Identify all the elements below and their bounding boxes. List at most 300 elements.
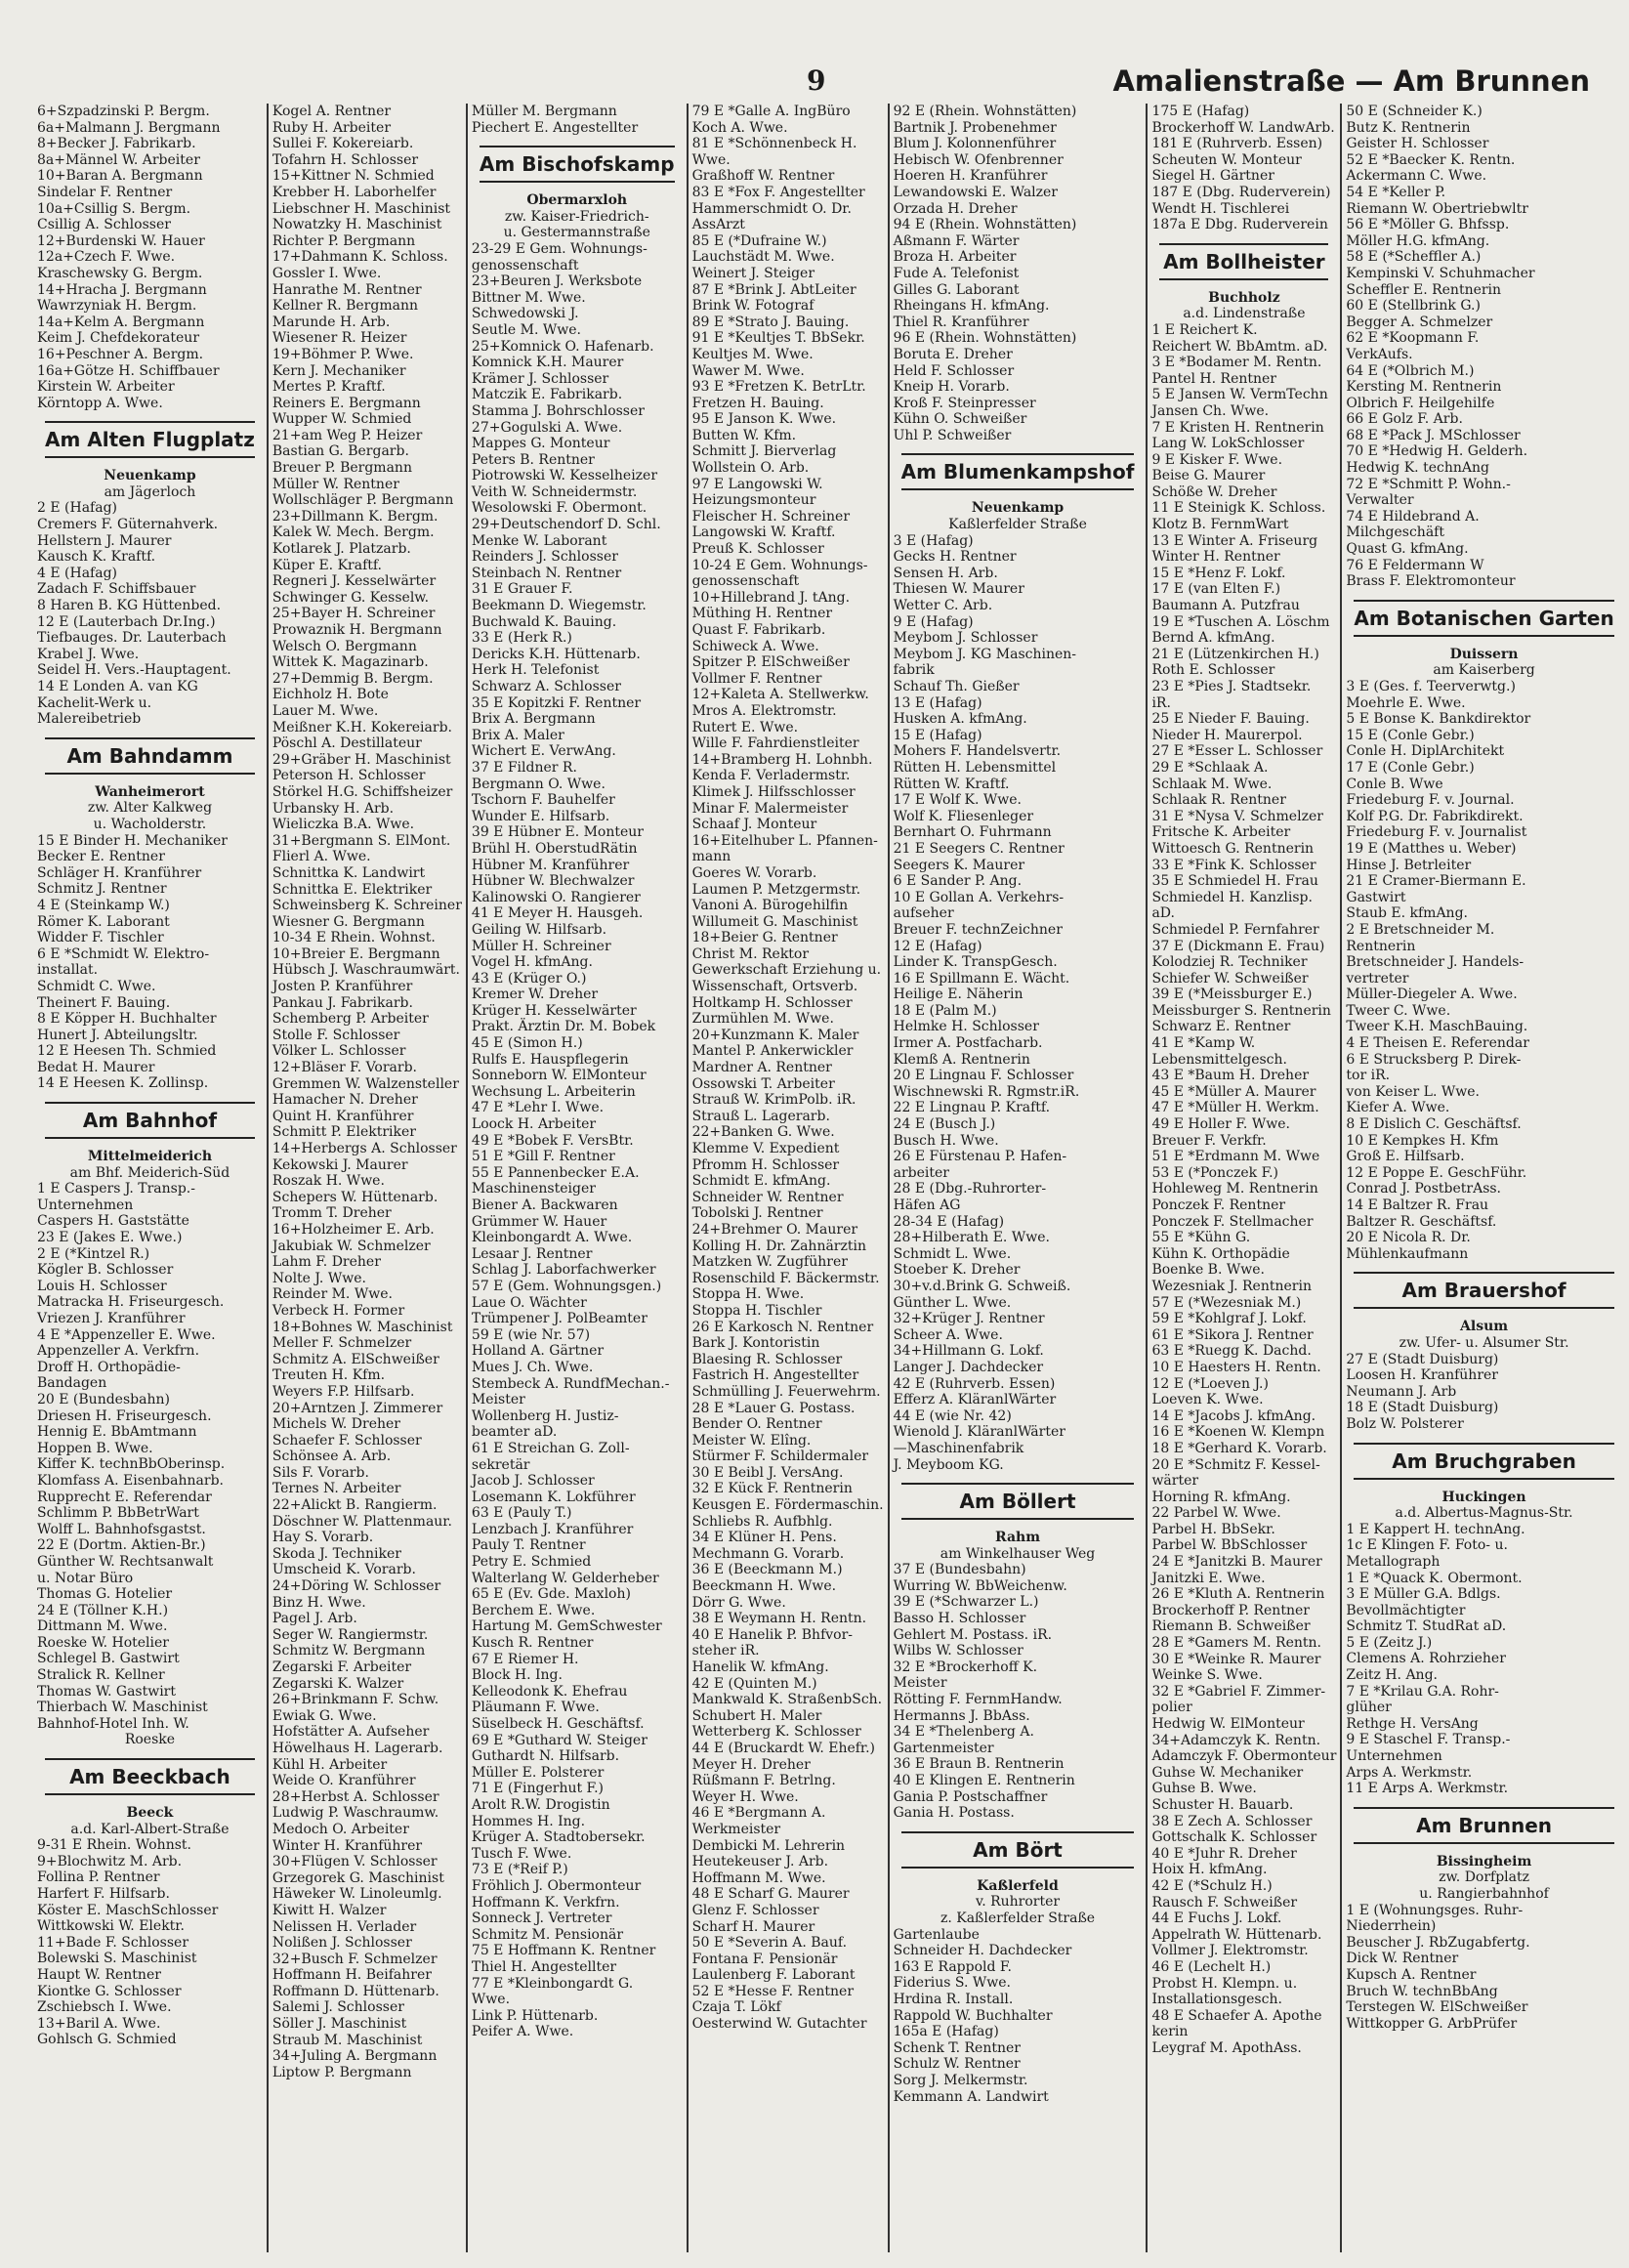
- directory-entry: aD.: [1151, 905, 1175, 922]
- directory-entry: Müller H. Schreiner: [471, 938, 611, 954]
- directory-entry: 27+Gogulski A. Wwe.: [471, 419, 623, 436]
- directory-entry: Boruta E. Dreher: [893, 346, 1013, 362]
- directory-entry: 25 E Nieder F. Bauing.: [1151, 711, 1310, 728]
- directory-entry: Wezesniak J. Rentnerin: [1151, 1278, 1312, 1294]
- directory-entry: Schnittka K. Landwirt: [272, 864, 426, 881]
- directory-entry: 14+Hracha J. Bergmann: [37, 281, 207, 298]
- directory-entry: Breuer F. technZeichner: [893, 921, 1063, 938]
- directory-entry: Schmitz A. ElSchweißer: [272, 1351, 439, 1367]
- district-name: Wanheimerort: [95, 783, 205, 800]
- directory-entry: Kroß F. Steinpresser: [893, 395, 1036, 411]
- directory-entry: Liptow P. Bergmann: [272, 2064, 412, 2080]
- directory-entry: Milchgeschäft: [1346, 525, 1444, 541]
- directory-entry: 11+Bade F. Schlosser: [37, 1934, 189, 1951]
- directory-entry: Efferz A. KläranlWärter: [893, 1392, 1057, 1408]
- directory-entry: Gartenmeister: [893, 1740, 994, 1756]
- directory-entry: Gohlsch G. Schmied: [37, 2032, 177, 2048]
- directory-entry: 19 E *Tuschen A. Löschm: [1151, 613, 1330, 630]
- directory-entry: 38 E Weymann H. Rentn.: [691, 1611, 867, 1627]
- directory-entry: Matczik E. Fabrikarb.: [471, 387, 623, 403]
- directory-entry: 8 E Köpper H. Buchhalter: [37, 1011, 217, 1028]
- directory-entry: Sonneborn W. ElMonteur: [471, 1068, 647, 1084]
- directory-entry: Kremer W. Dreher: [471, 987, 599, 1003]
- directory-entry: Krebber H. Laborhelfer: [272, 184, 437, 200]
- directory-entry: Friedeburg F. v. Journal.: [1346, 792, 1515, 809]
- directory-entry: Husken A. kfmAng.: [893, 711, 1027, 728]
- directory-entry: Meißner K.H. Kokereiarb.: [272, 719, 452, 735]
- directory-entry: 3 E (Hafag): [893, 532, 974, 549]
- column-7: [1340, 104, 1625, 2252]
- directory-entry: 4 E (Hafag): [37, 565, 117, 581]
- directory-entry: Biener A. Backwaren: [471, 1197, 618, 1213]
- directory-entry: Stoeber K. Dreher: [893, 1262, 1021, 1279]
- directory-entry: Lesaar J. Rentner: [471, 1245, 593, 1262]
- directory-entry: 28 E (Dbg.-Ruhrorter-: [893, 1181, 1047, 1197]
- directory-entry: Meister: [893, 1675, 947, 1692]
- directory-entry: Sorg J. Melkermstr.: [893, 2072, 1028, 2088]
- directory-entry: Rappold W. Buchhalter: [893, 2007, 1053, 2024]
- directory-entry: Hoffmann M. Wwe.: [691, 1869, 826, 1886]
- directory-entry: 44 E Fuchs J. Lokf.: [1151, 1911, 1282, 1927]
- directory-entry: Mühlenkaufmann: [1346, 1245, 1469, 1262]
- directory-entry: Moehrle E. Wwe.: [1346, 694, 1466, 711]
- directory-entry: 62 E *Koopmann F.: [1346, 330, 1480, 347]
- directory-entry: 12 E (Lauterbach Dr.Ing.): [37, 613, 216, 630]
- directory-entry: Menke W. Laborant: [471, 532, 607, 549]
- directory-entry: 21 E (Lützenkirchen H.): [1151, 646, 1319, 662]
- directory-entry: genossenschaft: [691, 573, 800, 590]
- directory-entry: 30 E Beibl J. VersAng.: [691, 1464, 844, 1481]
- directory-entry: Kern J. Mechaniker: [272, 362, 406, 379]
- directory-entry: 29+Gräber H. Maschinist: [272, 751, 451, 768]
- directory-entry: 44 E (Bruckardt W. Ehefr.): [691, 1740, 876, 1756]
- directory-entry: Bahnhof-Hotel Inh. W.: [37, 1715, 189, 1732]
- directory-entry: 60 E (Stellbrink G.): [1346, 298, 1481, 315]
- directory-entry: 45 E (Simon H.): [471, 1035, 583, 1052]
- directory-entry: Seger W. Rangiermstr.: [272, 1626, 429, 1643]
- directory-entry: Brix A. Bergmann: [471, 711, 596, 728]
- directory-entry: Schauf Th. Gießer: [893, 679, 1020, 694]
- directory-entry: Skoda J. Techniker: [272, 1545, 401, 1562]
- directory-entry: Schenk T. Rentner: [893, 2039, 1021, 2056]
- directory-entry: 67 E Riemer H.: [471, 1651, 579, 1667]
- directory-entry: 16 E *Koenen W. Klempn: [1151, 1424, 1325, 1441]
- directory-entry: Hohleweg M. Rentnerin: [1151, 1181, 1318, 1197]
- directory-entry: Guhse W. Mechaniker: [1151, 1764, 1304, 1781]
- directory-entry: 35 E Schmiedel H. Frau: [1151, 873, 1318, 890]
- directory-entry: Wittkopper G. ArbPrüfer: [1346, 2015, 1518, 2032]
- directory-entry: Mardner A. Rentner: [691, 1060, 832, 1076]
- directory-entry: Schnittka E. Elektriker: [272, 881, 433, 898]
- directory-entry: Richter P. Bergmann: [272, 232, 416, 249]
- district-name: Huckingen: [1441, 1489, 1526, 1505]
- directory-entry: Gehlert M. Postass. iR.: [893, 1626, 1053, 1643]
- directory-entry: Gottschalk K. Schlosser: [1151, 1829, 1317, 1846]
- directory-entry: Kalek W. Mech. Bergm.: [272, 525, 435, 541]
- directory-entry: Tofahrn H. Schlosser: [272, 151, 419, 168]
- directory-entry: Gossler I. Wwe.: [272, 265, 382, 281]
- directory-entry: 4 E Theisen E. Referendar: [1346, 1035, 1529, 1052]
- directory-entry: Hoeren H. Kranführer: [893, 168, 1048, 185]
- directory-entry: 6 E Sander P. Ang.: [893, 873, 1023, 890]
- district-name: Neuenkamp: [971, 500, 1065, 517]
- directory-entry: Orzada H. Dreher: [893, 200, 1018, 217]
- directory-entry: Wilbs W. Schlosser: [893, 1643, 1023, 1659]
- directory-entry: 12+Kaleta A. Stellwerkw.: [691, 687, 869, 703]
- directory-entry: Müthing H. Rentner: [691, 606, 833, 622]
- directory-entry: 1 E Kappert H. technAng.: [1346, 1521, 1525, 1537]
- directory-entry: Baumann A. Putzfrau: [1151, 598, 1300, 614]
- directory-entry: Hübsch J. Waschraumwärt.: [272, 962, 460, 979]
- directory-entry: Trümpener J. PolBeamter: [471, 1311, 647, 1327]
- directory-entry: Stolle F. Schlosser: [272, 1027, 400, 1043]
- directory-entry: Körntopp A. Wwe.: [37, 395, 163, 411]
- directory-entry: Spitzer P. ElSchweißer: [691, 654, 850, 671]
- directory-entry: Christ M. Rektor: [691, 945, 810, 962]
- directory-entry: Driesen H. Friseurgesch.: [37, 1407, 212, 1424]
- directory-entry: Schönsee A. Arb.: [272, 1449, 392, 1465]
- directory-entry: Breuer P. Bergmann: [272, 460, 412, 477]
- street-heading: Am Brauershof: [1354, 1272, 1613, 1309]
- directory-entry: Grümmer W. Hauer: [471, 1213, 607, 1230]
- directory-entry: Peters B. Rentner: [471, 451, 595, 468]
- directory-entry: 55 E Pannenbecker E.A.: [471, 1164, 640, 1181]
- directory-entry: 26 E *Kluth A. Rentnerin: [1151, 1586, 1325, 1603]
- directory-entry: Heilige E. Näherin: [893, 987, 1023, 1003]
- directory-entry: Bretschneider J. Handels-: [1346, 954, 1525, 971]
- street-location: Roeske: [124, 1732, 176, 1748]
- directory-entry: Bartnik J. Probenehmer: [893, 119, 1057, 136]
- directory-entry: Friedeburg F. v. Journalist: [1346, 824, 1527, 841]
- street-location: v. Ruhrorter: [975, 1894, 1061, 1911]
- directory-entry: Hanrathe M. Rentner: [272, 281, 422, 298]
- directory-entry: Köster E. MaschSchlosser: [37, 1902, 219, 1918]
- directory-entry: 15 E (Hafag): [893, 727, 982, 743]
- street-heading: Am Bollheister: [1159, 243, 1328, 280]
- directory-entry: Klotz B. FernmWart: [1151, 517, 1289, 533]
- directory-entry: Werkmeister: [691, 1821, 781, 1837]
- directory-entry: 10-34 E Rhein. Wohnst.: [272, 930, 436, 946]
- directory-entry: Rausch F. Schweißer: [1151, 1894, 1298, 1911]
- directory-entry: Bernd A. kfmAng.: [1151, 630, 1275, 647]
- directory-entry: Schneider H. Dachdecker: [893, 1943, 1072, 1959]
- directory-entry: Staub E. kfmAng.: [1346, 905, 1468, 922]
- directory-entry: 27+Demmig B. Bergm.: [272, 670, 434, 687]
- directory-entry: Jacob J. Schlosser: [471, 1473, 595, 1490]
- directory-entry: 14 E Baltzer R. Frau: [1346, 1197, 1489, 1213]
- directory-entry: Schmitz W. Bergmann: [272, 1643, 426, 1659]
- directory-entry: Harfert F. Hilfsarb.: [37, 1886, 170, 1902]
- directory-entry: Butten W. Kfm.: [691, 427, 797, 443]
- directory-entry: Irmer A. Postfacharb.: [893, 1035, 1043, 1052]
- directory-entry: 45 E *Müller A. Maurer: [1151, 1083, 1316, 1100]
- directory-entry: 57 E (Gem. Wohnungsgen.): [471, 1278, 662, 1294]
- directory-entry: Meller F. Schmelzer: [272, 1335, 412, 1352]
- directory-entry: Leygraf M. ApothAss.: [1151, 2039, 1302, 2056]
- directory-entry: Geiling W. Hilfsarb.: [471, 921, 607, 938]
- directory-entry: Söller J. Maschinist: [272, 2016, 407, 2033]
- directory-entry: Schlegel B. Gastwirt: [37, 1651, 180, 1667]
- directory-entry: Broza H. Arbeiter: [893, 249, 1017, 266]
- directory-entry: Stembeck A. RundfMechan.-: [471, 1375, 670, 1392]
- directory-entry: Heizungsmonteur: [691, 492, 816, 509]
- directory-entry: Rethge H. VersAng: [1346, 1715, 1479, 1732]
- directory-entry: Dembicki M. Lehrerin: [691, 1837, 846, 1854]
- directory-entry: Thiesen W. Maurer: [893, 581, 1024, 598]
- directory-entry: Winter H. Rentner: [1151, 549, 1280, 566]
- directory-entry: Dörr G. Wwe.: [691, 1594, 786, 1611]
- directory-entry: 4 E (Steinkamp W.): [37, 897, 170, 913]
- directory-entry: Terstegen W. ElSchweißer: [1346, 1999, 1528, 2016]
- directory-entry: Zegarski F. Arbeiter: [272, 1659, 412, 1675]
- page-header: Amalienstraße — Am Brunnen: [1112, 64, 1590, 98]
- directory-entry: Brink W. Fotograf: [691, 298, 814, 315]
- directory-entry: Rupprecht E. Referendar: [37, 1489, 212, 1505]
- directory-entry: Wunder E. Hilfsarb.: [471, 808, 610, 824]
- directory-entry: Gartenlaube: [893, 1926, 980, 1943]
- directory-entry: Wischnewski R. Rgmstr.iR.: [893, 1083, 1080, 1100]
- directory-entry: 28+Hilberath E. Wwe.: [893, 1230, 1050, 1246]
- directory-entry: Strauß L. Lagerarb.: [691, 1108, 830, 1124]
- directory-entry: Kiefer A. Wwe.: [1346, 1100, 1450, 1116]
- directory-entry: Scheffler E. Rentnerin: [1346, 281, 1502, 298]
- directory-entry: Losemann K. Lokführer: [471, 1489, 636, 1505]
- street-location: am Jägerloch: [104, 483, 196, 500]
- directory-entry: Held F. Schlosser: [893, 362, 1015, 379]
- directory-entry: Roffmann D. Hüttenarb.: [272, 1983, 439, 1999]
- directory-entry: Schwarz E. Rentner: [1151, 1019, 1291, 1035]
- street-location: u. Wacholderstr.: [93, 816, 207, 832]
- directory-entry: 14 E Londen A. van KG: [37, 679, 198, 694]
- directory-entry: Wittkowski W. Elektr.: [37, 1918, 185, 1935]
- directory-entry: Laumen P. Metzgermstr.: [691, 881, 861, 898]
- directory-entry: 92 E (Rhein. Wohnstätten): [893, 104, 1077, 119]
- district-name: Kaßlerfeld: [977, 1877, 1059, 1894]
- directory-entry: Schlaak R. Rentner: [1151, 792, 1286, 809]
- directory-entry: 8+Becker J. Fabrikarb.: [37, 136, 196, 152]
- directory-entry: 63 E (Pauly T.): [471, 1505, 572, 1522]
- street-location: zw. Ufer- u. Alsumer Str.: [1399, 1334, 1569, 1351]
- directory-entry: Peterson H. Schlosser: [272, 768, 426, 784]
- directory-entry: Römer K. Laborant: [37, 913, 170, 930]
- directory-entry: Lauer M. Wwe.: [272, 702, 379, 719]
- directory-entry: Meister: [471, 1392, 525, 1408]
- directory-entry: Sensen H. Arb.: [893, 565, 998, 581]
- directory-entry: Medoch O. Arbeiter: [272, 1821, 409, 1837]
- directory-entry: Berchem E. Wwe.: [471, 1602, 596, 1618]
- directory-entry: Schiefer W. Schweißer: [1151, 970, 1309, 987]
- directory-entry: Goeres W. Vorarb.: [691, 864, 817, 881]
- directory-entry: Hrdina R. Install.: [893, 1991, 1014, 2007]
- directory-entry: Petry E. Schmied: [471, 1554, 592, 1571]
- directory-entry: Gewerkschaft Erziehung u.: [691, 962, 882, 979]
- directory-entry: Müller E. Polsterer: [471, 1764, 605, 1781]
- directory-entry: Installationsgesch.: [1151, 1992, 1282, 2008]
- directory-entry: Rütten H. Lebensmittel: [893, 759, 1057, 776]
- directory-entry: Sils F. Vorarb.: [272, 1464, 369, 1481]
- directory-entry: Josten P. Kranführer: [272, 979, 413, 995]
- directory-entry: Brix A. Maler: [471, 727, 564, 743]
- street-location: zw. Alter Kalkweg: [87, 800, 213, 817]
- directory-entry: Hinse J. Betrleiter: [1346, 857, 1472, 873]
- directory-entry: 6 E Strucksberg P. Direk-: [1346, 1051, 1522, 1068]
- directory-entry: Fiderius S. Wwe.: [893, 1975, 1011, 1992]
- directory-entry: Klimek J. Hilfsschlosser: [691, 783, 856, 800]
- directory-entry: Wichert E. VerwAng.: [471, 743, 616, 760]
- directory-entry: Theinert F. Bauing.: [37, 994, 171, 1011]
- directory-entry: Treuten H. Kfm.: [272, 1367, 386, 1384]
- directory-entry: Quast F. Fabrikarb.: [691, 622, 826, 638]
- directory-entry: Bolewski S. Maschinist: [37, 1951, 197, 1967]
- directory-entry: Willumeit G. Maschinist: [691, 913, 858, 930]
- district-name: Duissern: [1449, 646, 1519, 662]
- directory-entry: Caspers H. Gaststätte: [37, 1213, 189, 1230]
- directory-entry: 21 E Seegers C. Rentner: [893, 840, 1065, 857]
- directory-entry: Rütten W. Kraftf.: [893, 776, 1010, 792]
- directory-entry: Neumann J. Arb: [1346, 1383, 1457, 1400]
- directory-entry: Kolodziej R. Techniker: [1151, 954, 1308, 971]
- directory-entry: 41 E *Kamp W.: [1151, 1035, 1256, 1052]
- directory-entry: wärter: [1151, 1473, 1199, 1490]
- street-heading: Am Blumenkampshof: [901, 453, 1135, 490]
- directory-entry: 9 E (Hafag): [893, 613, 974, 630]
- directory-entry: 39 E (*Meissburger E.): [1151, 987, 1313, 1003]
- directory-entry: Steinbach N. Rentner: [471, 565, 622, 581]
- directory-entry: Döschner W. Plattenmaur.: [272, 1513, 452, 1530]
- directory-entry: aufseher: [893, 905, 954, 922]
- directory-entry: Höwelhaus H. Lagerarb.: [272, 1740, 443, 1756]
- directory-entry: 10 E Kempkes H. Kfm: [1346, 1132, 1499, 1149]
- directory-entry: Wollstein O. Arb.: [691, 460, 810, 477]
- directory-entry: Kleinbongardt A. Wwe.: [471, 1230, 633, 1246]
- directory-entry: Hunert J. Abteilungsltr.: [37, 1027, 198, 1043]
- directory-entry: 12a+Czech F. Wwe.: [37, 249, 176, 266]
- directory-entry: 22 E (Dortm. Aktien-Br.): [37, 1537, 206, 1554]
- directory-entry: Laulenberg F. Laborant: [691, 1967, 856, 1984]
- directory-entry: 1 E (Wohnungsges. Ruhr-: [1346, 1902, 1524, 1918]
- directory-entry: Tweer K.H. MaschBauing.: [1346, 1019, 1528, 1035]
- directory-entry: Piotrowski W. Kesselheizer: [471, 468, 658, 484]
- directory-entry: Droff H. Orthopädie-: [37, 1359, 181, 1375]
- directory-entry: Nelissen H. Verlader: [272, 1918, 417, 1935]
- directory-entry: Schiweck A. Wwe.: [691, 638, 819, 654]
- directory-entry: Eichholz H. Bote: [272, 687, 389, 703]
- district-name: Bissingheim: [1436, 1853, 1532, 1869]
- directory-entry: Schneider W. Rentner: [691, 1189, 844, 1205]
- directory-entry: Block H. Ing.: [471, 1667, 563, 1684]
- directory-entry: 52 E *Hesse F. Rentner: [691, 1983, 855, 1999]
- directory-entry: Kempinski V. Schuhmacher: [1346, 265, 1535, 281]
- directory-entry: 22 Parbel W. Wwe.: [1151, 1505, 1281, 1522]
- directory-entry: Weyer H. Wwe.: [691, 1788, 799, 1805]
- directory-entry: 63 E *Ruegg K. Dachd.: [1151, 1343, 1312, 1360]
- directory-entry: glüher: [1346, 1700, 1392, 1716]
- directory-entry: 83 E *Fox F. Angestellter: [691, 184, 865, 200]
- directory-entry: Reichert W. BbAmtm. aD.: [1151, 338, 1328, 355]
- directory-entry: Loeven K. Wwe.: [1151, 1392, 1264, 1408]
- directory-entry: Lauchstädt M. Wwe.: [691, 249, 835, 266]
- directory-entry: Sonneck J. Vertreter: [471, 1911, 612, 1927]
- directory-entry: 46 E (Lechelt H.): [1151, 1958, 1272, 1975]
- directory-entry: Küper E. Kraftf.: [272, 557, 383, 573]
- directory-entry: 34+Hillmann G. Lokf.: [893, 1343, 1044, 1360]
- directory-entry: Kühl H. Arbeiter: [272, 1756, 388, 1773]
- directory-entry: Pankau J. Fabrikarb.: [272, 994, 413, 1011]
- directory-entry: 16 E Spillmann E. Wächt.: [893, 970, 1070, 987]
- directory-entry: 39 E Hübner E. Monteur: [471, 824, 644, 841]
- directory-entry: 6 E *Schmidt W. Elektro-: [37, 945, 210, 962]
- directory-entry: —Maschinenfabrik: [893, 1440, 1024, 1456]
- directory-entry: 41 E Meyer H. Hausgeh.: [471, 905, 644, 922]
- directory-entry: Tusch F. Wwe.: [471, 1845, 572, 1862]
- directory-entry: 51 E *Gill F. Rentner: [471, 1149, 615, 1165]
- directory-entry: Wollschläger P. Bergmann: [272, 492, 454, 509]
- directory-entry: Krabel J. Wwe.: [37, 646, 140, 662]
- directory-entry: 55 E *Kühn G.: [1151, 1230, 1251, 1246]
- directory-entry: Rentnerin: [1346, 938, 1416, 954]
- directory-entry: 26 E Fürstenau P. Hafen-: [893, 1149, 1067, 1165]
- directory-entry: Welsch O. Bergmann: [272, 638, 417, 654]
- directory-entry: Kemmann A. Landwirt: [893, 2088, 1049, 2105]
- directory-entry: Wendt H. Tischlerei: [1151, 200, 1290, 217]
- directory-entry: Grzegorek G. Maschinist: [272, 1869, 444, 1886]
- directory-entry: 36 E (Beeckmann M.): [691, 1562, 843, 1578]
- directory-entry: Rheingans H. kfmAng.: [893, 298, 1050, 315]
- directory-entry: Tschorn F. Bauhelfer: [471, 792, 615, 809]
- directory-entry: Glenz F. Schlosser: [691, 1902, 819, 1918]
- directory-entry: Krüger H. Kesselwärter: [471, 1002, 637, 1019]
- directory-entry: 175 E (Hafag): [1151, 104, 1250, 119]
- directory-entry: Probst H. Klempn. u.: [1151, 1975, 1298, 1992]
- directory-entry: 20+Kunzmann K. Maler: [691, 1027, 859, 1043]
- directory-entry: Blum J. Kolonnenführer: [893, 136, 1057, 152]
- directory-entry: Uhl P. Schweißer: [893, 427, 1012, 443]
- directory-entry: Hoix H. kfmAng.: [1151, 1862, 1268, 1878]
- directory-entry: Tromm T. Dreher: [272, 1205, 392, 1222]
- directory-entry: 6+Szpadzinski P. Bergm.: [37, 104, 210, 119]
- directory-entry: Mues J. Ch. Wwe.: [471, 1359, 594, 1375]
- directory-entry: Veith W. Schneidermstr.: [471, 483, 638, 500]
- directory-entry: Hedwig W. ElMonteur: [1151, 1716, 1305, 1732]
- directory-entry: Dittmann M. Wwe.: [37, 1618, 168, 1635]
- directory-entry: Weinert J. Steiger: [691, 265, 815, 281]
- directory-entry: 7 E Kristen H. Rentnerin: [1151, 419, 1324, 436]
- directory-entry: Kachelit-Werk u.: [37, 694, 152, 711]
- directory-entry: Parbel W. BbSchlosser: [1151, 1537, 1308, 1554]
- directory-entry: Stralick R. Kellner: [37, 1667, 165, 1684]
- directory-entry: Groß E. Hilfsarb.: [1346, 1149, 1465, 1165]
- directory-entry: Loosen H. Kranführer: [1346, 1367, 1498, 1384]
- directory-entry: 48 E Schaefer A. Apothe: [1151, 2007, 1322, 2024]
- directory-entry: Stamma J. Bohrschlosser: [471, 402, 645, 419]
- directory-entry: 58 E (*Scheffler A.): [1346, 249, 1482, 266]
- directory-entry: 26 E Karkosch N. Rentner: [691, 1319, 874, 1335]
- directory-entry: 72 E *Schmitt P. Wohn.-: [1346, 476, 1511, 492]
- directory-entry: 27 E (Stadt Duisburg): [1346, 1351, 1499, 1367]
- directory-entry: 24 E *Janitzki B. Maurer: [1151, 1554, 1322, 1571]
- directory-entry: Kalinowski O. Rangierer: [471, 889, 641, 905]
- directory-entry: Brockerhoff W. LandwArb.: [1151, 119, 1335, 136]
- directory-entry: Klomfass A. Eisenbahnarb.: [37, 1472, 224, 1489]
- directory-entry: Schulz W. Rentner: [893, 2056, 1021, 2073]
- directory-entry: 23 E (Jakes E. Wwe.): [37, 1230, 183, 1246]
- directory-entry: 37 E (Dickmann E. Frau): [1151, 938, 1325, 954]
- directory-entry: Fontana F. Pensionär: [691, 1951, 838, 1967]
- directory-entry: Horning R. kfmAng.: [1151, 1489, 1291, 1505]
- directory-entry: Kenda F. Verladermstr.: [691, 768, 851, 784]
- directory-entry: Zegarski K. Walzer: [272, 1675, 404, 1692]
- directory-entry: Schlaak M. Wwe.: [1151, 776, 1273, 792]
